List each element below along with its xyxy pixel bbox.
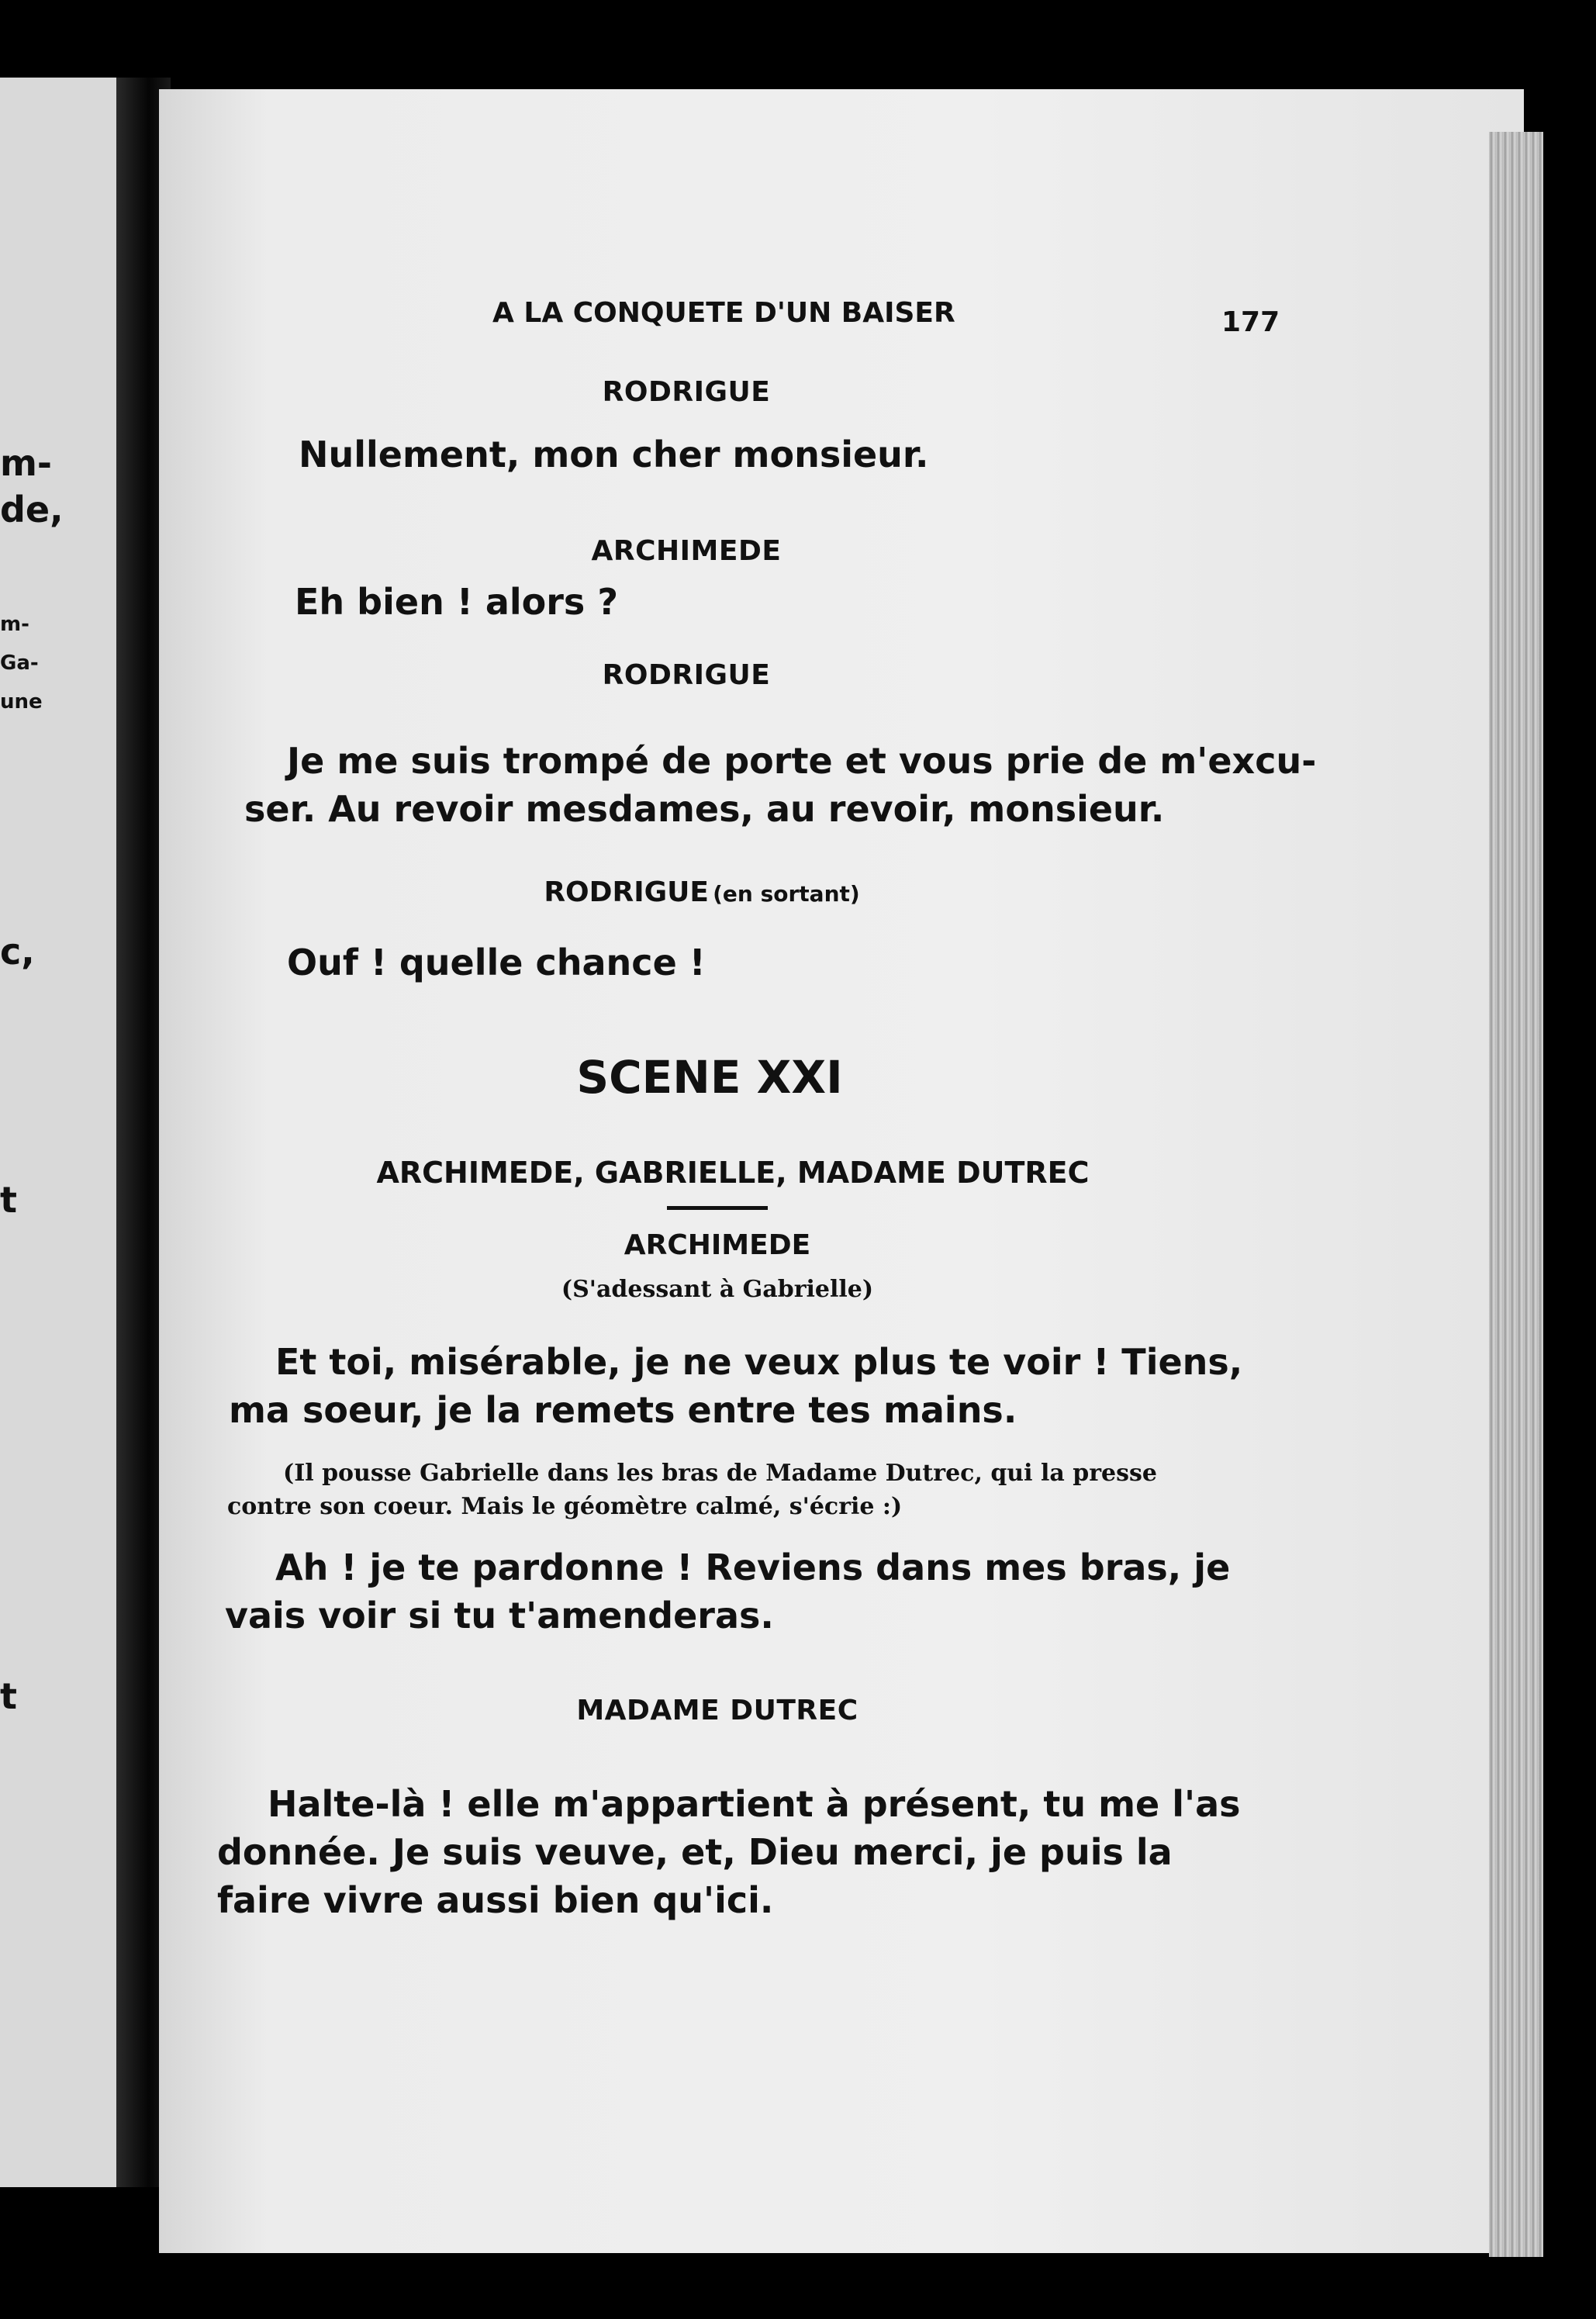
- page-number: 177: [1221, 306, 1280, 338]
- left-page-fragment: une: [0, 690, 43, 714]
- speech-line: donnée. Je suis veuve, et, Dieu merci, je puis la: [217, 1831, 1173, 1873]
- speech-line: Je me suis trompé de porte et vous prie de m'excu-: [287, 740, 1317, 782]
- background-edge: [1543, 132, 1596, 2319]
- left-page-fragment: m-: [0, 613, 29, 636]
- page-edge-stack: [1489, 132, 1543, 2257]
- left-page-fragment: m-: [0, 442, 53, 484]
- left-page-fragment: c,: [0, 931, 35, 973]
- stage-direction: (Il pousse Gabrielle dans les bras de Madame Dutrec, qui la presse: [283, 1460, 1157, 1487]
- stage-direction: (en sortant): [713, 881, 860, 907]
- speaker-name: ARCHIMEDE: [591, 535, 782, 567]
- speech-line: Halte-là ! elle m'appartient à présent, tu me l'as: [268, 1783, 1241, 1825]
- left-page-fragment: de,: [0, 489, 64, 531]
- speech-line: Ouf ! quelle chance !: [287, 942, 706, 983]
- speech-line: Ah ! je te pardonne ! Reviens dans mes bras, je: [275, 1547, 1231, 1588]
- left-page-fragment: Ga-: [0, 651, 39, 675]
- scene-characters: ARCHIMEDE, GABRIELLE, MADAME DUTREC: [376, 1156, 1090, 1190]
- speech-line: Nullement, mon cher monsieur.: [299, 434, 929, 475]
- speech-line: Eh bien ! alors ?: [295, 581, 619, 623]
- stage-direction: (S'adessant à Gabrielle): [561, 1276, 874, 1303]
- scene-rule: [667, 1206, 768, 1210]
- speech-line: ma soeur, je la remets entre tes mains.: [229, 1389, 1017, 1431]
- speaker-name: MADAME DUTREC: [576, 1695, 858, 1726]
- left-page-fragment: t: [0, 1179, 17, 1221]
- speech-line: faire vivre aussi bien qu'ici.: [217, 1879, 774, 1921]
- speaker-with-direction: [159, 876, 1245, 908]
- speaker-name: RODRIGUE: [544, 876, 710, 908]
- left-page-fragment: t: [0, 1675, 17, 1717]
- book-page: [159, 89, 1524, 2253]
- speech-line: vais voir si tu t'amenderas.: [225, 1595, 774, 1636]
- speech-line: ser. Au revoir mesdames, au revoir, monsieur.: [244, 788, 1165, 830]
- speech-line: Et toi, misérable, je ne veux plus te voir ! Tiens,: [275, 1341, 1243, 1383]
- speaker-name: RODRIGUE: [602, 376, 771, 408]
- speaker-name: RODRIGUE: [602, 659, 771, 691]
- scene-title: SCENE XXI: [576, 1051, 843, 1104]
- running-head: A LA CONQUETE D'UN BAISER: [492, 297, 955, 329]
- stage-direction: contre son coeur. Mais le géomètre calmé, s'écrie :): [227, 1493, 903, 1520]
- left-facing-page: [0, 78, 124, 2187]
- speaker-name: ARCHIMEDE: [624, 1229, 811, 1261]
